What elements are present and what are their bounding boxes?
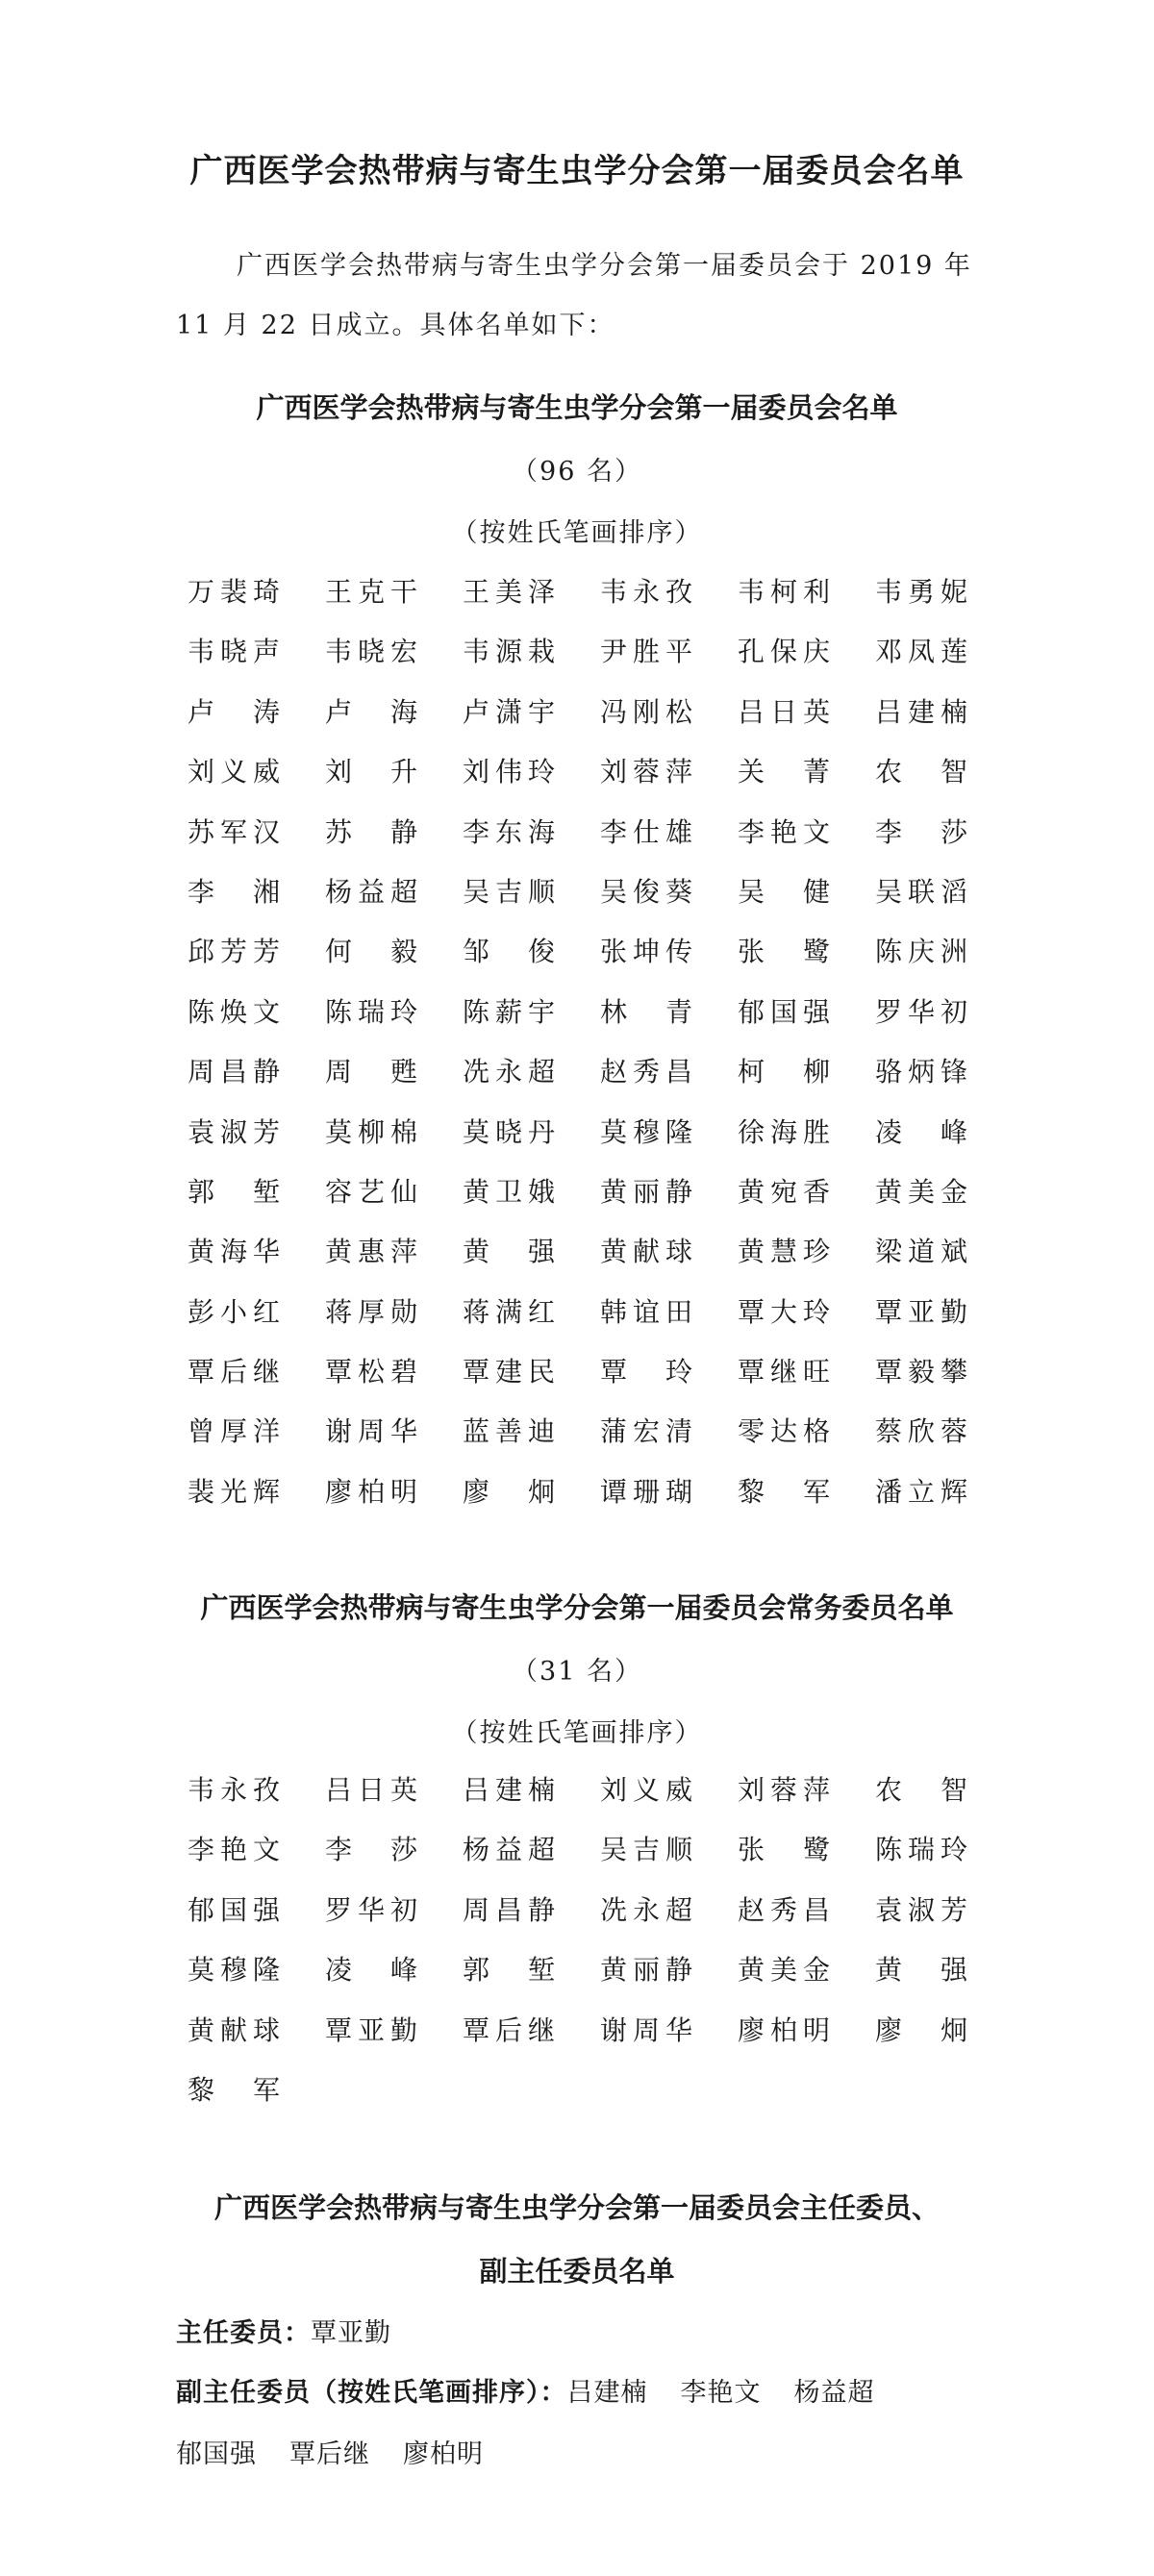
standing-member-name: 袁 淑 芳 [875, 1893, 967, 1926]
committee-member-name: 徐 海 胜 [738, 1115, 830, 1148]
committee-member-name: 韦 柯 利 [738, 576, 830, 608]
committee-member-name: 冯 刚 松 [600, 695, 692, 728]
committee-member-name: 李 仕 雄 [600, 815, 692, 848]
vice-chair-name: 李艳文 [680, 2378, 762, 2408]
committee-member-name: 梁 道 斌 [875, 1236, 967, 1268]
committee-member-name: 农 智 [875, 756, 967, 788]
committee-member-name: 罗 华 初 [875, 995, 967, 1028]
standing-member-name: 吕 日 英 [325, 1774, 417, 1806]
standing-member-name: 凌 峰 [325, 1954, 417, 1987]
committee-member-name: 韦 源 栽 [463, 636, 555, 668]
committee-member-name: 裴 光 辉 [188, 1475, 280, 1508]
committee-member-name: 张 坤 传 [600, 936, 692, 968]
standing-member-name: 郁 国 强 [188, 1893, 280, 1926]
committee-member-name: 覃 大 玲 [738, 1295, 830, 1328]
committee-member-name: 刘 伟 玲 [463, 756, 555, 788]
chair-name: 覃亚勤 [311, 2318, 391, 2348]
committee-member-name: 李 莎 [875, 815, 967, 848]
standing-member-name: 农 智 [875, 1774, 967, 1806]
standing-order-note: （按姓氏笔画排序） [451, 1718, 703, 1748]
committee-member-name: 莫 柳 棉 [325, 1115, 417, 1148]
standing-member-name: 黄 美 金 [738, 1954, 830, 1987]
committee-member-name: 蒲 宏 清 [600, 1415, 692, 1448]
committee-member-name: 卢 海 [325, 695, 417, 728]
committee-member-name: 吕 建 楠 [875, 695, 967, 728]
committee-member-name: 吴 吉 顺 [463, 875, 555, 908]
committee-member-name: 韦 晓 宏 [325, 636, 417, 668]
committee-member-name: 黄 慧 珍 [738, 1236, 830, 1268]
committee-member-name: 邓 凤 莲 [875, 636, 967, 668]
committee-member-name: 韦 勇 妮 [875, 576, 967, 608]
vice-chair-line-2 [176, 2433, 516, 2470]
committee-member-name: 关 菁 [738, 756, 830, 788]
committee-member-name: 韩 谊 田 [600, 1295, 692, 1328]
committee-member-name: 蒋 厚 勋 [325, 1295, 417, 1328]
standing-member-name: 刘 义 威 [600, 1774, 692, 1806]
standing-member-name: 黄 献 球 [188, 2013, 280, 2046]
committee-member-name: 袁 淑 芳 [188, 1115, 280, 1148]
committee-member-name: 陈 薪 宇 [463, 995, 555, 1028]
committee-member-name: 李 湘 [188, 875, 280, 908]
committee-member-name: 莫 晓 丹 [463, 1115, 555, 1148]
committee-member-name: 黄 卫 娥 [463, 1175, 555, 1208]
standing-member-name: 廖 炯 [875, 2013, 967, 2046]
committee-member-name: 凌 峰 [875, 1115, 967, 1148]
committee-member-name: 黄 丽 静 [600, 1175, 692, 1208]
standing-member-name: 廖 柏 明 [738, 2013, 830, 2046]
standing-member-name: 赵 秀 昌 [738, 1893, 830, 1926]
committee-member-name: 覃 后 继 [188, 1356, 280, 1388]
committee-member-name: 黄 宛 香 [738, 1175, 830, 1208]
committee-order-note: （按姓氏笔画排序） [451, 518, 703, 548]
committee-member-name: 覃 继 旺 [738, 1356, 830, 1388]
standing-member-name: 黄 丽 静 [600, 1954, 692, 1987]
chair-label: 主任委员： [176, 2318, 311, 2348]
committee-member-name: 黄 强 [463, 1236, 555, 1268]
committee-member-name: 廖 炯 [463, 1475, 555, 1508]
committee-member-name: 陈 庆 洲 [875, 936, 967, 968]
standing-member-name: 周 昌 静 [463, 1893, 555, 1926]
vice-chair-line-1 [176, 2371, 908, 2409]
committee-member-name: 莫 穆 隆 [600, 1115, 692, 1148]
committee-member-name: 零 达 格 [738, 1415, 830, 1448]
committee-member-name: 黄 惠 萍 [325, 1236, 417, 1268]
committee-member-name: 邹 俊 [463, 936, 555, 968]
standing-member-name: 冼 永 超 [600, 1893, 692, 1926]
committee-member-name: 曾 厚 洋 [188, 1415, 280, 1448]
committee-member-name: 杨 益 超 [325, 875, 417, 908]
committee-member-name: 李 东 海 [463, 815, 555, 848]
committee-members-grid [188, 571, 1005, 1531]
document-title: 广西医学会热带病与寄生虫学分会第一届委员会名单 [189, 152, 965, 190]
committee-member-name: 柯 柳 [738, 1056, 830, 1088]
committee-member-name: 谢 周 华 [325, 1415, 417, 1448]
vice-chair-name: 杨益超 [793, 2378, 875, 2408]
standing-member-name: 郭 堑 [463, 1954, 555, 1987]
vice-chair-name: 覃后继 [289, 2439, 370, 2469]
committee-member-name: 陈 瑞 玲 [325, 995, 417, 1028]
standing-member-name: 黄 强 [875, 1954, 967, 1987]
standing-member-name: 张 鹭 [738, 1834, 830, 1866]
committee-member-name: 覃 玲 [600, 1356, 692, 1388]
committee-member-name: 黄 献 球 [600, 1236, 692, 1268]
standing-member-name: 谢 周 华 [600, 2013, 692, 2046]
committee-member-name: 林 青 [600, 995, 692, 1028]
standing-member-name: 覃 后 继 [463, 2013, 555, 2046]
committee-member-name: 蒋 满 红 [463, 1295, 555, 1328]
committee-member-name: 苏 静 [325, 815, 417, 848]
committee-member-name: 尹 胜 平 [600, 636, 692, 668]
committee-member-name: 冼 永 超 [463, 1056, 555, 1088]
committee-member-name: 覃 建 民 [463, 1356, 555, 1388]
committee-member-name: 黎 军 [738, 1475, 830, 1508]
committee-member-name: 黄 海 华 [188, 1236, 280, 1268]
leaders-title-line2: 副主任委员名单 [479, 2255, 675, 2288]
standing-member-name: 莫 穆 隆 [188, 1954, 280, 1987]
intro-paragraph: 广西医学会热带病与寄生虫学分会第一届委员会于 2019 年 11 月 22 日成立。具体名单如下： [176, 251, 972, 340]
committee-member-name: 李 艳 文 [738, 815, 830, 848]
standing-member-name: 刘 蓉 萍 [738, 1774, 830, 1806]
standing-member-name: 覃 亚 勤 [325, 2013, 417, 2046]
standing-member-name: 杨 益 超 [463, 1834, 555, 1866]
committee-member-name: 刘 升 [325, 756, 417, 788]
committee-member-name: 张 鹭 [738, 936, 830, 968]
committee-member-name: 蓝 善 迪 [463, 1415, 555, 1448]
standing-member-name: 黎 军 [188, 2073, 280, 2106]
committee-member-name: 骆 炳 锋 [875, 1056, 967, 1088]
committee-member-name: 吴 俊 葵 [600, 875, 692, 908]
standing-members-grid [188, 1769, 1005, 2129]
committee-member-name: 王 克 干 [325, 576, 417, 608]
vice-chair-label: 副主任委员（按姓氏笔画排序）： [176, 2378, 567, 2408]
committee-member-name: 邱 芳 芳 [188, 936, 280, 968]
committee-member-name: 刘 蓉 萍 [600, 756, 692, 788]
committee-member-name: 韦 永 孜 [600, 576, 692, 608]
committee-member-name: 卢 涛 [188, 695, 280, 728]
committee-member-name: 吴 健 [738, 875, 830, 908]
committee-member-name: 蔡 欣 蓉 [875, 1415, 967, 1448]
chair-line [176, 2312, 391, 2349]
committee-member-name: 廖 柏 明 [325, 1475, 417, 1508]
standing-member-name: 吕 建 楠 [463, 1774, 555, 1806]
committee-member-name: 刘 义 威 [188, 756, 280, 788]
committee-member-name: 周 昌 静 [188, 1056, 280, 1088]
committee-member-name: 苏 军 汉 [188, 815, 280, 848]
vice-chair-name: 廖柏明 [403, 2439, 484, 2469]
vice-chair-name: 郁国强 [176, 2439, 257, 2469]
vice-chair-name: 吕建楠 [566, 2378, 648, 2408]
committee-member-name: 赵 秀 昌 [600, 1056, 692, 1088]
committee-member-name: 郁 国 强 [738, 995, 830, 1028]
standing-member-name: 吴 吉 顺 [600, 1834, 692, 1866]
committee-member-name: 谭 珊 瑚 [600, 1475, 692, 1508]
standing-member-name: 陈 瑞 玲 [875, 1834, 967, 1866]
committee-member-name: 彭 小 红 [188, 1295, 280, 1328]
committee-member-name: 万 裴 琦 [188, 576, 280, 608]
standing-count: （31 名） [512, 1657, 642, 1687]
committee-member-name: 周 甦 [325, 1056, 417, 1088]
vice-chair-names-1 [567, 2378, 908, 2408]
committee-member-name: 王 美 泽 [463, 576, 555, 608]
committee-member-name: 潘 立 辉 [875, 1475, 967, 1508]
committee-title: 广西医学会热带病与寄生虫学分会第一届委员会名单 [256, 391, 898, 424]
committee-member-name: 黄 美 金 [875, 1175, 967, 1208]
committee-member-name: 吴 联 滔 [875, 875, 967, 908]
committee-member-name: 卢 潇 宇 [463, 695, 555, 728]
committee-member-name: 孔 保 庆 [738, 636, 830, 668]
standing-member-name: 韦 永 孜 [188, 1774, 280, 1806]
committee-member-name: 陈 焕 文 [188, 995, 280, 1028]
committee-member-name: 覃 松 碧 [325, 1356, 417, 1388]
committee-member-name: 韦 晓 声 [188, 636, 280, 668]
committee-member-name: 覃 亚 勤 [875, 1295, 967, 1328]
standing-title: 广西医学会热带病与寄生虫学分会第一届委员会常务委员名单 [200, 1591, 954, 1624]
standing-member-name: 李 艳 文 [188, 1834, 280, 1866]
committee-member-name: 吕 日 英 [738, 695, 830, 728]
committee-count: （96 名） [512, 457, 642, 487]
committee-member-name: 何 毅 [325, 936, 417, 968]
standing-member-name: 罗 华 初 [325, 1893, 417, 1926]
committee-member-name: 覃 毅 攀 [875, 1356, 967, 1388]
leaders-title-line1: 广西医学会热带病与寄生虫学分会第一届委员会主任委员、 [213, 2191, 940, 2224]
committee-member-name: 容 艺 仙 [325, 1175, 417, 1208]
standing-member-name: 李 莎 [325, 1834, 417, 1866]
vice-chair-names-2 [176, 2439, 516, 2469]
committee-member-name: 郭 堑 [188, 1175, 280, 1208]
